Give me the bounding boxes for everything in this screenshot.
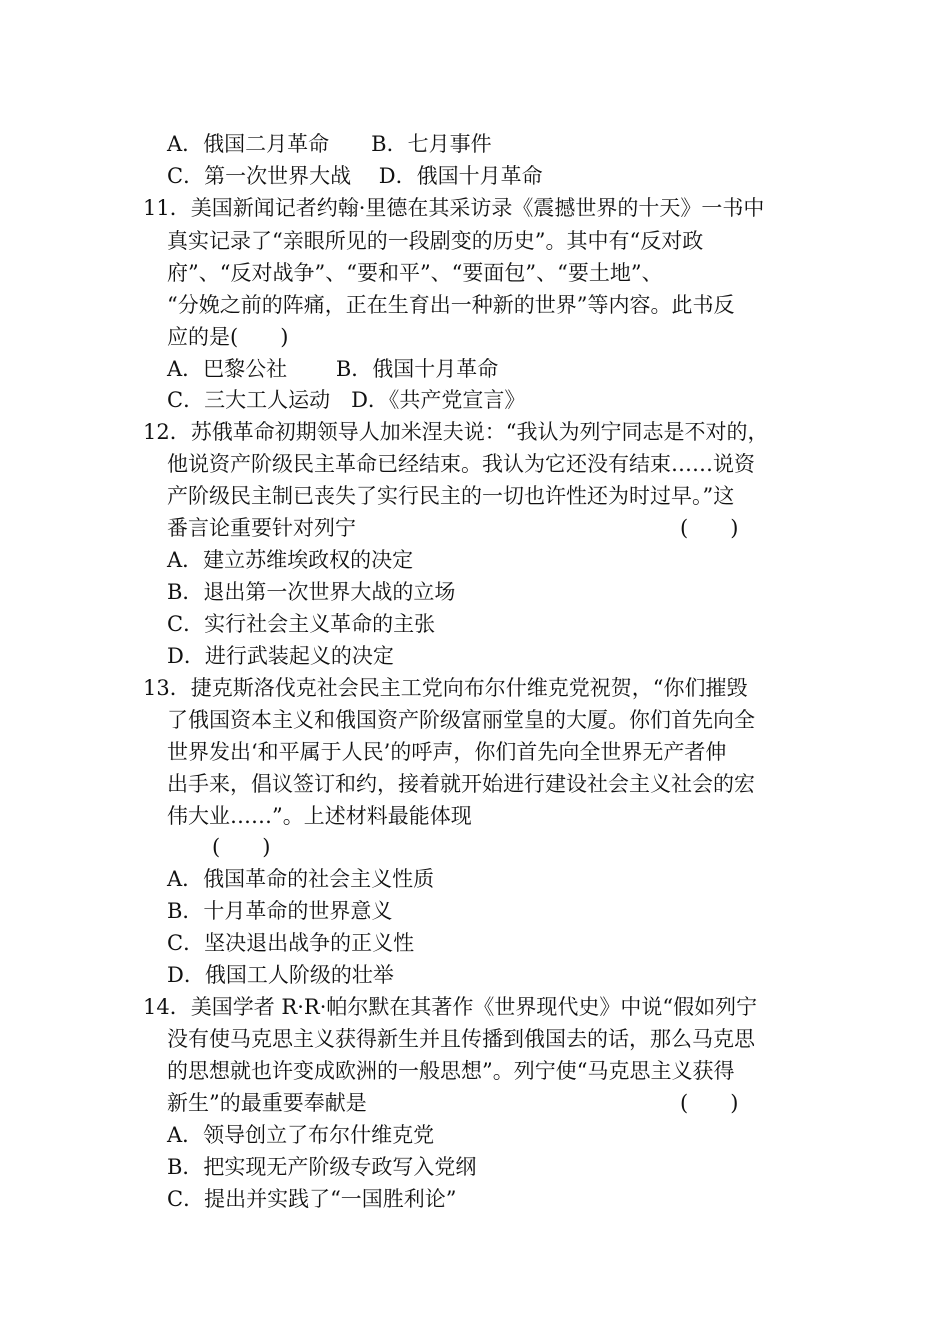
q13-option-d: D．俄国工人阶级的壮举	[167, 963, 394, 987]
q11-stem-line-3: 府”、“反对战争”、“要和平”、“要面包”、“要土地”、	[167, 261, 663, 285]
q13-option-c: C．坚决退出战争的正义性	[167, 931, 415, 955]
q14-answer-blank: ( )	[680, 1091, 739, 1115]
q14-stem-line-1: 14．美国学者 R·R·帕尔默在其著作《世界现代史》中说“假如列宁	[143, 995, 758, 1019]
q13-stem-line-2: 了俄国资本主义和俄国资产阶级富丽堂皇的大厦。你们首先向全	[167, 708, 755, 732]
q12-stem-line-1: 12．苏俄革命初期领导人加米涅夫说：“我认为列宁同志是不对的，	[143, 420, 769, 444]
q13-stem-line-4: 出手来，倡议签订和约，接着就开始进行建设社会主义社会的宏	[167, 772, 755, 796]
q14-stem-line-2: 没有使马克思主义获得新生并且传播到俄国去的话，那么马克思	[167, 1027, 755, 1051]
q12-option-d: D．进行武装起义的决定	[167, 644, 394, 668]
q12-option-b: B．退出第一次世界大战的立场	[167, 580, 456, 604]
q14-stem-line-4: 新生”的最重要奉献是	[167, 1091, 367, 1115]
q11-options-cd: C．三大工人运动 D．《共产党宣言》	[167, 388, 526, 412]
q13-stem-line-3: 世界发出‘和平属于人民’的呼声，你们首先向全世界无产者伸	[167, 740, 727, 764]
q12-option-c: C．实行社会主义革命的主张	[167, 612, 436, 636]
q13-option-b: B．十月革命的世界意义	[167, 899, 393, 923]
q14-option-c: C．提出并实践了“一国胜利论”	[167, 1187, 457, 1211]
q13-stem-line-5: 伟大业……”。上述材料最能体现	[167, 804, 472, 828]
q13-answer-blank: ( )	[212, 835, 271, 859]
q14-option-a: A．领导创立了布尔什维克党	[167, 1123, 435, 1147]
q11-stem-line-2: 真实记录了“亲眼所见的一段剧变的历史”。其中有“反对政	[167, 229, 704, 253]
q10-options-cd: C．第一次世界大战 D．俄国十月革命	[167, 164, 543, 188]
q13-option-a: A．俄国革命的社会主义性质	[167, 867, 435, 891]
q13-stem-line-1: 13．捷克斯洛伐克社会民主工党向布尔什维克党祝贺，“你们摧毁	[143, 676, 748, 700]
q11-stem-line-1: 11．美国新闻记者约翰·里德在其采访录《震撼世界的十天》一书中	[143, 196, 765, 220]
q12-stem-line-2: 他说资产阶级民主革命已经结束。我认为它还没有结束……说资	[167, 452, 755, 476]
q12-answer-blank: ( )	[680, 516, 739, 540]
q12-option-a: A．建立苏维埃政权的决定	[167, 548, 414, 572]
q12-stem-line-4: 番言论重要针对列宁	[167, 516, 356, 540]
q12-stem-line-3: 产阶级民主制已丧失了实行民主的一切也许性还为时过早。”这	[167, 484, 735, 508]
q10-options-ab: A．俄国二月革命 B．七月事件	[167, 132, 492, 156]
q14-option-b: B．把实现无产阶级专政写入党纲	[167, 1155, 477, 1179]
q11-stem-line-4: “分娩之前的阵痛，正在生育出一种新的世界”等内容。此书反	[167, 293, 735, 317]
q11-options-ab: A．巴黎公社 B．俄国十月革命	[167, 357, 499, 381]
q11-stem-line-5: 应的是( )	[167, 325, 289, 349]
q14-stem-line-3: 的思想就也许变成欧洲的一般思想”。列宁使“马克思主义获得	[167, 1059, 735, 1083]
